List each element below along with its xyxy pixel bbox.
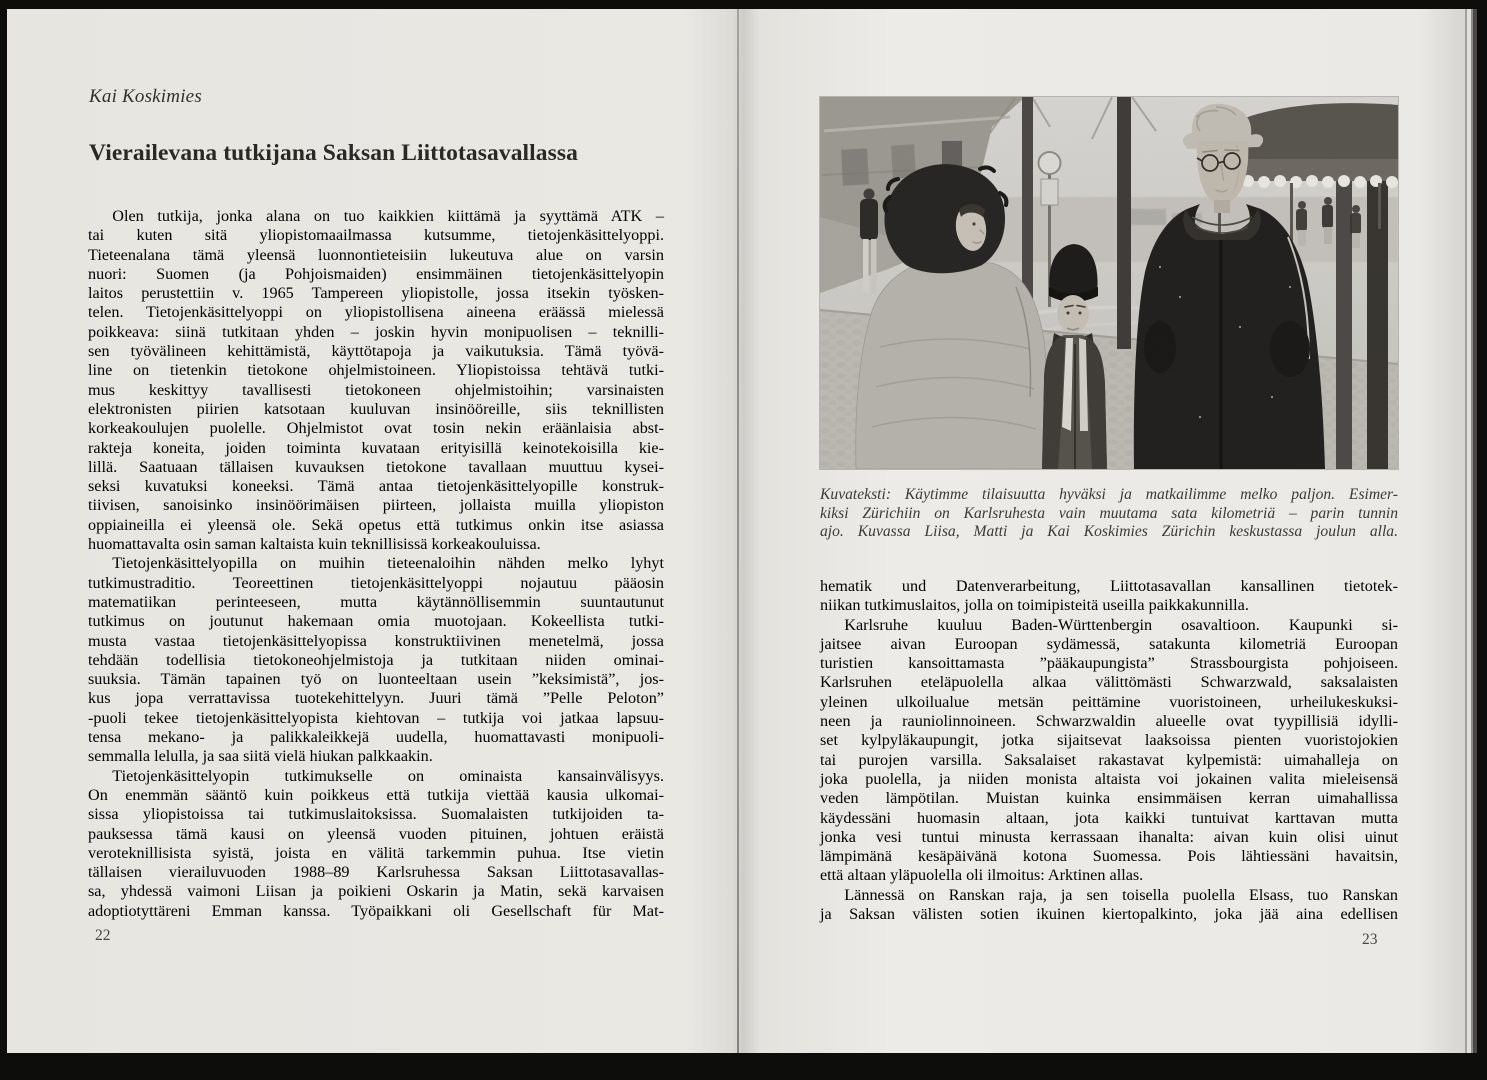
- text-line: tutkimus on joutunut hakemaan omia muotojaan. Kokeellista tutki-: [88, 612, 664, 631]
- text-line: yleinen ulkoilualue metsän peittämine vuoristoineen, urheilukeskuksi-: [820, 692, 1398, 711]
- right-page-body: [820, 577, 1398, 924]
- photo-grain-overlay: [820, 97, 1398, 469]
- text-line: oppiaineilla ei yleensä ole. Sekä opetus että tutkimus onkin itse asiassa: [88, 515, 664, 534]
- text-line: joka puolella, ja niiden monista altaista voi jokainen valita mieleisensä: [820, 769, 1398, 788]
- text-line: käydessäni huomasin altaan, jota kaikki tuntuivat karttavan mutta: [820, 808, 1398, 827]
- text-line: ja Saksan välisten sotien ikuinen kiertopalkinto, joka jää aina edellisen: [820, 905, 1398, 924]
- text-line: adoptiotyttäreni Emman kanssa. Työpaikkani oli Gesellschaft für Mat-: [88, 901, 664, 920]
- street-photo-illustration: [820, 97, 1398, 469]
- paragraph: [820, 486, 1398, 542]
- photo-caption: [820, 486, 1398, 542]
- text-line: korkeakoulujen puolelle. Ohjelmistot ovat tosin nekin eräänlaisia abst-: [88, 419, 664, 438]
- text-line: lämpimänä kesäpäivänä kotona Suomessa. Pois lähtiessäni havaitsin,: [820, 847, 1398, 866]
- text-line: Karlsruhe kuuluu Baden-Württenbergin osavaltioon. Kaupunki si-: [844, 615, 1398, 634]
- text-line: telen. Tietojenkäsittelyoppi on yliopistollisena aineena eräässä mielessä: [88, 303, 664, 322]
- text-line: tensa mekano- ja palikkaleikkejä uudella, huomattavasti monipuoli-: [88, 728, 664, 747]
- text-line: semmalla lelulla, ja saa siitä vielä hiukan palkkaakin.: [88, 747, 433, 766]
- text-line: Tietojenkäsittelyopilla on muihin tieteenaloihin nähden melko lyhyt: [112, 554, 664, 573]
- text-line: seksi kuvatuksi koneeksi. Tämä antaa tietojenkäsittelyopille konstruk-: [88, 477, 664, 496]
- text-line: tai purojen varsilla. Saksalaiset rakastavat kylpemistä: uimahalleja on: [820, 750, 1398, 769]
- chapter-title: Vierailevana tutkijana Saksan Liittotasavallassa: [89, 140, 578, 166]
- text-line: veroteknillisista syistä, joista en välitä tarkemmin puhua. Itse vietin: [88, 843, 664, 862]
- text-line: lillä. Saatuaan tällaisen kuvauksen tietokone tavallaan muuttuu kysei-: [88, 457, 664, 476]
- text-line: elektronisten piirien katsotaan kuuluvan insinööreille, siis teknillisten: [88, 399, 664, 418]
- text-line: jaitsee aivan Euroopan sydämessä, satakunta kilometriä Euroopan: [820, 634, 1398, 653]
- text-line: tai kuten sitä yliopistomaailmassa kutsumme, tietojenkäsittelyoppi.: [88, 226, 664, 245]
- text-line: pauksessa tämä kausi on yleensä vuoden pituinen, johtuen eräistä: [88, 824, 664, 843]
- text-line: Tieteenalana tämä yleensä luonnontieteisiin lukeutuva alue on varsin: [88, 245, 664, 264]
- text-line: nuori: Suomen (ja Pohjoismaiden) ensimmäinen tietojenkäsittelyopin: [88, 264, 664, 283]
- scan-border-left: [0, 0, 7, 1080]
- text-line: sen työvälineen kehittämistä, käyttötapoja ja vaikutuksia. Tämä työvä-: [88, 342, 664, 361]
- page-gutter: [737, 8, 739, 1054]
- text-line: Kuvateksti: Käytimme tilaisuutta hyväksi ja matkailimme melko paljon. Esimer-: [820, 486, 1398, 503]
- paragraph: [88, 207, 664, 554]
- text-line: tiivisen, sanoisinko insinöörimäisen piirteen, jollaista muilla yliopiston: [88, 496, 664, 515]
- paragraph: [820, 616, 1398, 886]
- text-line: tutkimustraditio. Teoreettinen tietojenkäsittelyoppi nojautuu pääosin: [88, 573, 664, 592]
- text-line: Tietojenkäsittelyopin tutkimukselle on ominaista kansainvälisyys.: [112, 766, 664, 785]
- paragraph: [820, 886, 1398, 925]
- text-line: kiksi Zürichiin on Karlsruhesta vain muutama sata kilometriä – parin tunnin: [820, 504, 1398, 522]
- text-line: hematik und Datenverarbeitung, Liittotasavallan kansallinen tietotek-: [820, 577, 1398, 595]
- text-line: sa, yhdessä vaimoni Liisan ja poikieni Oskarin ja Matin, sekä karvaisen: [88, 882, 664, 901]
- text-line: ajo. Kuvassa Liisa, Matti ja Kai Koskimies Zürichin keskustassa joulun alla.: [820, 523, 1398, 541]
- text-line: veden lämpötilan. Muistan kuinka ensimmäisen kerran uimahallissa: [820, 789, 1398, 808]
- paragraph: [88, 554, 664, 766]
- text-line: neen ja rauniolinnoineen. Schwarzwaldin alueelle ovat tyypillisiä idylli-: [820, 712, 1398, 731]
- text-line: rakteja koneita, joiden toiminta kuvataan erityisillä keinotekoisilla kie-: [88, 438, 664, 457]
- text-line: että altaan yläpuolella oli ilmoitus: Arktinen allas.: [820, 866, 1144, 885]
- text-line: On enemmän sääntö kuin poikkeus että tutkija viettää kausia ulkomai-: [88, 785, 664, 804]
- text-line: turistien kansoittamasta ”pääkaupungista” Strassbourgista pohjoiseen.: [820, 654, 1398, 673]
- text-line: Olen tutkija, jonka alana on tuo kaikkien kiittämä ja syyttämä ATK –: [112, 207, 664, 225]
- text-line: Lännessä on Ranskan raja, ja sen toisella puolella Elsass, tuo Ranskan: [844, 885, 1398, 904]
- text-line: line on tietenkin tietokone ohjelmistoineen. Yliopistoissa tehtävä tutki-: [88, 361, 664, 380]
- text-line: laitos perustettiin v. 1965 Tampereen yliopistolle, jossa itsekin työsken-: [88, 284, 664, 303]
- page-edge-stack: [1462, 8, 1478, 1054]
- text-line: poikkeava: siinä tutkitaan yhden – joskin hyvin monipuolisen – teknilli-: [88, 322, 664, 341]
- text-line: tällaisen vierailuvuoden 1988–89 Karlsruhessa Saksan Liittotasavallas-: [88, 863, 664, 882]
- text-line: sissa yliopistoissa tai tutkimuslaitoksissa. Suomalaisten tutkijoiden ta-: [88, 805, 664, 824]
- text-line: musta vastaa tietojenkäsittelyopissa konstruktiivinen menetelmä, jossa: [88, 631, 664, 650]
- paragraph: [820, 577, 1398, 616]
- left-page-body: [88, 207, 664, 921]
- text-line: -puoli tekee tietojenkäsittelyopista kiehtovan – tutkija voi jatkaa lapsuu-: [88, 708, 664, 727]
- text-line: niikan tutkimuslaitos, jolla on toimipisteitä useilla paikkakunnilla.: [820, 596, 1249, 615]
- text-line: huomattavalta osin saman kaltaista kuin teknillisissä korkeakouluissa.: [88, 535, 541, 554]
- page-number-right: 23: [1362, 931, 1378, 948]
- scan-border-right: [1477, 0, 1487, 1080]
- scan-border-top: [0, 0, 1487, 9]
- text-line: mus keskittyy tavallisesti tietokoneen ohjelmistoihin; varsinaisten: [88, 380, 664, 399]
- text-line: jonka vesi tuntui minusta kerrassaan ihanalta: aivan kuin olisi uinut: [820, 827, 1398, 846]
- text-line: suuksia. Tämän tapainen työ on luonteeltaan usein ”keksimistä”, jos-: [88, 670, 664, 689]
- paragraph: [88, 767, 664, 921]
- author-name: Kai Koskimies: [89, 86, 202, 107]
- scan-border-bottom: [0, 1053, 1487, 1080]
- text-line: set kylpyläkaupungit, jotka sijaitsevat laaksoissa pienten vuoristojokien: [820, 731, 1398, 750]
- text-line: Karlsruhen eteläpuolella alkaa välittömästi Schwarzwald, saksalaisten: [820, 673, 1398, 692]
- text-line: matematiikan perinteeseen, mutta käytännöllisemmin suuntautunut: [88, 592, 664, 611]
- text-line: kus jopa verrattavissa tuotekehittelyyn. Juuri tämä ”Pelle Peloton”: [88, 689, 664, 708]
- page-number-left: 22: [95, 927, 111, 944]
- text-line: tehdään todellisia tietokoneohjelmistoja ja tutkitaan niiden ominai-: [88, 650, 664, 669]
- chapter-photo: [820, 97, 1398, 469]
